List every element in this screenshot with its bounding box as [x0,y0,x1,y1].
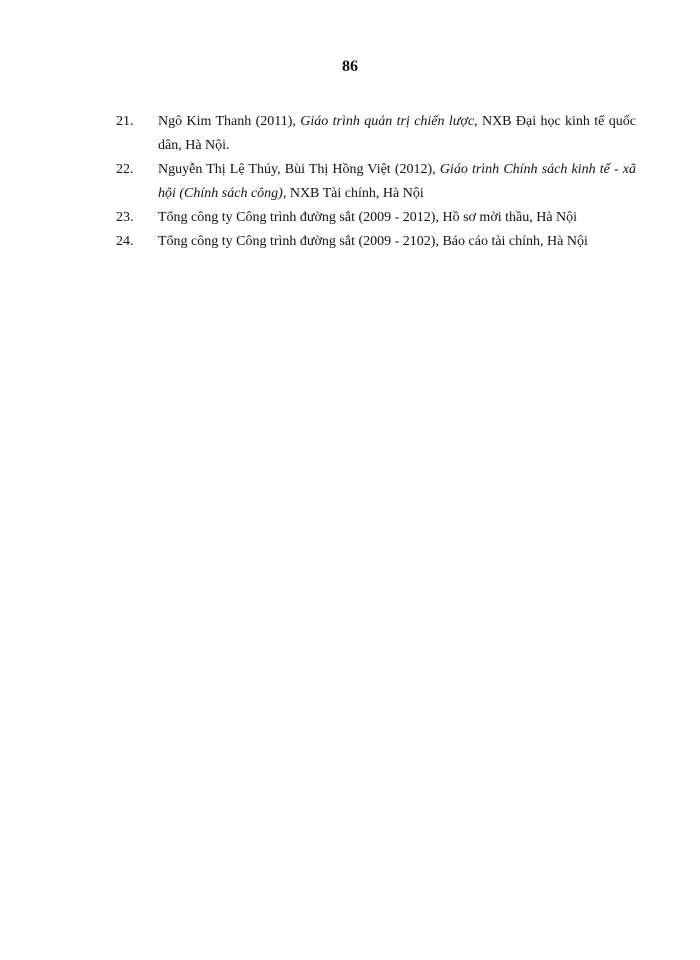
reference-number: 24. [116,234,134,249]
reference-text [158,230,636,254]
reference-publisher: NXB Tài chính, Hà Nội [286,186,424,201]
page-number: 86 [342,58,358,75]
reference-authors: Tổng công ty Công trình đường sắt (2009 - 2102), Báo cáo tài chính, Hà Nội [158,234,588,249]
reference-text [158,206,636,230]
reference-number: 21. [116,114,134,129]
reference-authors: Tổng công ty Công trình đường sắt (2009 - 2012), Hồ sơ mời thầu, Hà Nội [158,210,578,225]
reference-title: Giáo trình quản trị chiến lược [300,114,475,129]
reference-item [116,230,636,254]
reference-title: Giáo trình Chính sách kinh tế - xã hội (Chính sách công), [158,162,637,201]
reference-publisher: , NXB Đại học kinh tế quốc dân, Hà Nội. [158,114,636,153]
reference-number: 22. [116,162,134,177]
reference-text [158,110,636,158]
reference-text [158,158,636,206]
reference-number: 23. [116,210,134,225]
reference-authors: Nguyễn Thị Lệ Thúy, Bùi Thị Hồng Việt (2012), [158,162,440,177]
reference-list [116,110,636,254]
reference-authors: Ngô Kim Thanh (2011), [158,114,301,129]
reference-item [116,110,636,158]
reference-item [116,158,636,206]
reference-item [116,206,636,230]
